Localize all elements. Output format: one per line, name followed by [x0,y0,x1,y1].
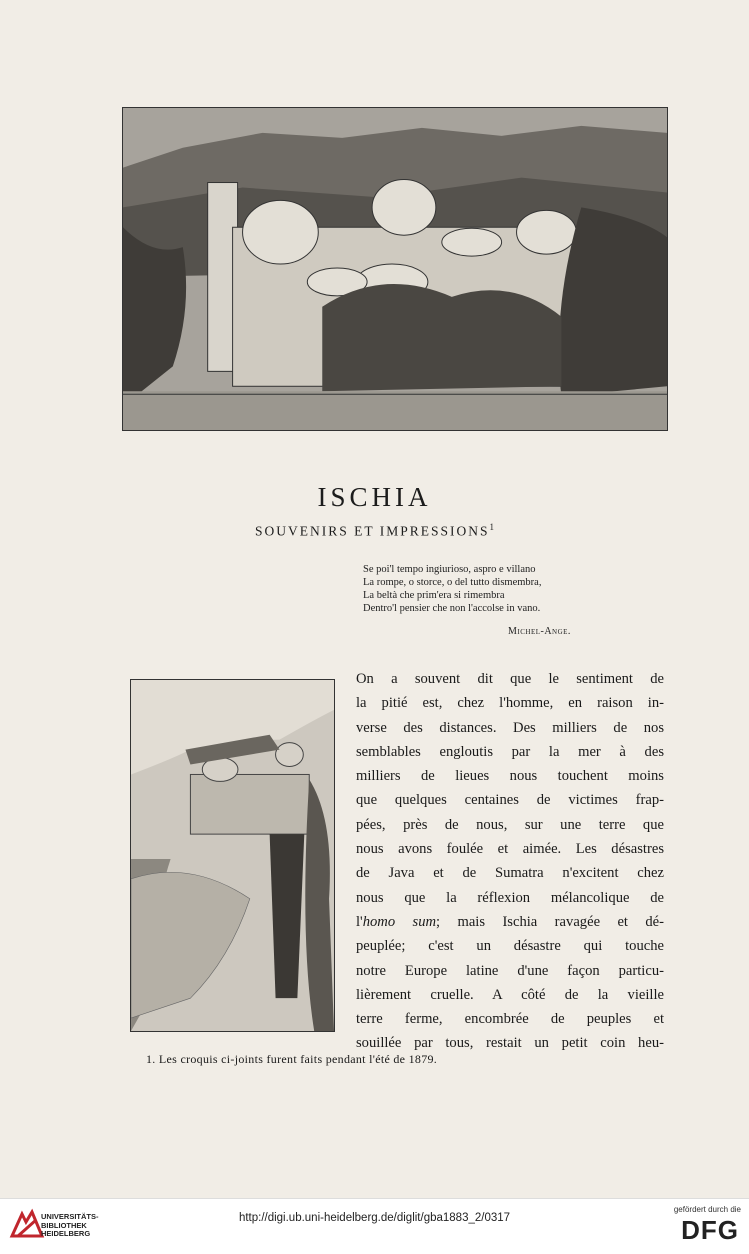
poem-line: Se poi'l tempo ingiurioso, aspro e villano [363,564,536,575]
footnote [146,1052,437,1067]
body-line: On a souvent dit que le sentiment de [356,671,664,687]
poem-line: La rompe, o storce, o del tutto dismembra, [363,577,542,588]
funded-by-label: gefördert durch die [673,1205,741,1214]
viewer-footer [0,1198,749,1254]
dfg-logo[interactable]: DFG [681,1215,739,1245]
article-body [356,667,664,1056]
poem-line: Dentro'l pensier che non l'accolse in vano. [363,603,541,614]
library-name-line: UNIVERSITÄTS- [41,1212,99,1221]
body-line: nous que la réflexion mélancolique de [356,889,664,906]
body-line: de Java et de Sumatra n'excitent chez [356,865,664,882]
body-line: nous avons foulée et aimée. Les désastres [356,841,664,858]
ruined-house-engraving [131,680,334,1031]
body-line: lièrement cruelle. A côté de la vieille [356,986,664,1003]
body-line-homo-sum [356,910,664,934]
article-title: ISCHIA [317,482,432,512]
body-italic-phrase: homo sum [362,913,437,930]
church-domes-engraving [123,108,667,430]
body-line: que quelques centaines de victimes frap- [356,792,664,809]
article-subtitle-text: SOUVENIRS ET IMPRESSIONS [254,523,490,539]
body-line: verse des distances. Des milliers de nos [356,719,664,736]
body-line: semblables engloutis par la mer à des [356,743,664,760]
body-text-fragment: ; mais Ischia ravagée et dé- [436,913,665,930]
body-line: terre ferme, encombrée de peuples et [356,1011,664,1028]
footnote-mark: 1. [146,1052,156,1066]
body-line: pées, près de nous, sur une terre que [356,816,664,833]
body-line: peuplée; c'est un désastre qui touche [356,938,664,955]
body-line: la pitié est, chez l'homme, en raison in- [356,695,664,712]
footnote-text: Les croquis ci-joints furent faits pendant l'été de 1879. [158,1052,438,1066]
library-name-line: HEIDELBERG [41,1229,91,1238]
body-line: souillée par tous, restait un petit coin heu- [356,1035,664,1052]
ruined-house-illustration [130,679,335,1032]
poem-author: Michel-Ange. [508,626,571,637]
body-text-fragment: l' [356,913,363,930]
library-name-line: BIBLIOTHEK [41,1220,87,1230]
poem-line: La beltà che prim'era si rimembra [363,590,505,601]
epigraph-poem [363,563,663,615]
article-subtitle [0,522,749,540]
document-url-link[interactable]: http://digi.ub.uni-heidelberg.de/diglit/gba1883_2/0317 [238,1212,511,1224]
subtitle-footnote-mark: 1 [489,522,495,532]
body-line: notre Europe latine d'une façon particu- [356,962,664,979]
church-domes-illustration [122,107,668,431]
body-line: milliers de lieues nous touchent moins [356,768,664,785]
